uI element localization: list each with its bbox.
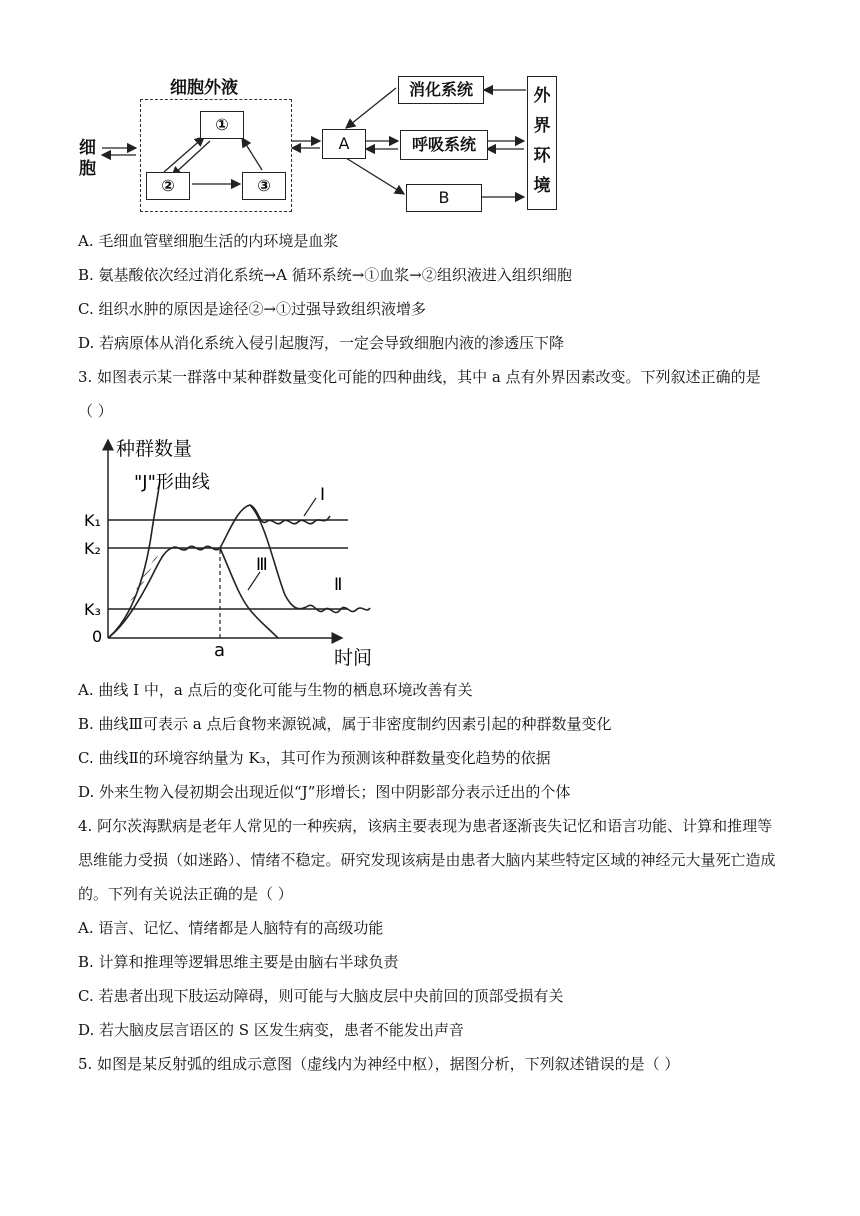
node-3: ③ [242, 172, 286, 200]
node-b: B [406, 184, 482, 212]
x-axis-label: 时间 [334, 647, 373, 669]
ecf-label: 细胞外液 [170, 78, 238, 98]
curve-ii-label: Ⅱ [334, 575, 343, 595]
k1-label: K₁ [84, 511, 101, 530]
y-axis-label: 种群数量 [116, 438, 193, 460]
curve-i [220, 505, 330, 548]
curve-iii-label: Ⅲ [256, 555, 268, 575]
q5-stem: 5. 如图是某反射弧的组成示意图（虚线内为神经中枢），据图分析，下列叙述错误的是（ ） [78, 1055, 680, 1073]
env-char: 外 [533, 86, 551, 106]
q3-option-b: B. 曲线Ⅲ可表示 a 点后食物来源锐减，属于非密度制约因素引起的种群数量变化 [78, 715, 612, 733]
cell-label-1: 细 [79, 138, 96, 158]
q3-bracket: （ ） [78, 402, 113, 420]
node-1: ① [200, 111, 244, 139]
q4-stem-line: 思维能力受损（如迷路）、情绪不稳定。研究发现该病是由患者大脑内某些特定区域的神经元大量死亡造成 [78, 851, 776, 869]
j-curve-label: "J"形曲线 [134, 472, 210, 493]
q3-stem: 3. 如图表示某一群落中某种群数量变化可能的四种曲线，其中 a 点有外界因素改变。下列叙述正确的是 [78, 368, 761, 386]
s-curve [108, 546, 220, 638]
cell-label-2: 胞 [79, 159, 96, 179]
a-label: a [214, 640, 226, 661]
k3-label: K₃ [84, 600, 101, 619]
q4-option-b: B. 计算和推理等逻辑思维主要是由脑右半球负责 [78, 953, 399, 971]
env-char: 环 [533, 146, 551, 166]
q2-option-c: C. 组织水肿的原因是途径②→①过强导致组织液增多 [78, 300, 427, 318]
q4-stem-line: 的。下列有关说法正确的是（ ） [78, 885, 293, 903]
external-environment-box [527, 76, 557, 210]
q4-option-d: D. 若大脑皮层言语区的 S 区发生病变，患者不能发出声音 [78, 1021, 464, 1039]
k2-label: K₂ [84, 539, 101, 558]
q2-option-a: A. 毛细血管壁细胞生活的内环境是血浆 [78, 232, 339, 250]
q3-option-d: D. 外来生物入侵初期会出现近似“J”形增长；图中阴影部分表示迁出的个体 [78, 783, 571, 801]
q2-option-d: D. 若病原体从消化系统入侵引起腹泻，一定会导致细胞内液的渗透压下降 [78, 334, 565, 352]
q4-stem-line: 4. 阿尔茨海默病是老年人常见的一种疾病，该病主要表现为患者逐渐丧失记忆和语言功能、计算和推理等 [78, 817, 773, 835]
q2-option-b: B. 氨基酸依次经过消化系统→A 循环系统→①血浆→②组织液进入组织细胞 [78, 266, 572, 284]
env-char: 境 [533, 176, 551, 196]
q3-option-c: C. 曲线Ⅱ的环境容纳量为 K₃，其可作为预测该种群数量变化趋势的依据 [78, 749, 551, 767]
population-chart [80, 430, 380, 670]
env-char: 界 [533, 116, 551, 136]
respiratory-system-box: 呼吸系统 [400, 130, 488, 160]
curve-i-label: I [320, 485, 326, 505]
j-curve [108, 480, 160, 638]
origin-label: 0 [92, 627, 103, 646]
q4-option-c: C. 若患者出现下肢运动障碍，则可能与大脑皮层中央前回的顶部受损有关 [78, 987, 564, 1005]
q4-option-a: A. 语言、记忆、情绪都是人脑特有的高级功能 [78, 919, 384, 937]
node-a: A [322, 129, 366, 159]
curve-iii [220, 548, 278, 638]
q3-option-a: A. 曲线 I 中，a 点后的变化可能与生物的栖息环境改善有关 [78, 681, 473, 699]
node-2: ② [146, 172, 190, 200]
digestive-system-box: 消化系统 [398, 76, 484, 104]
